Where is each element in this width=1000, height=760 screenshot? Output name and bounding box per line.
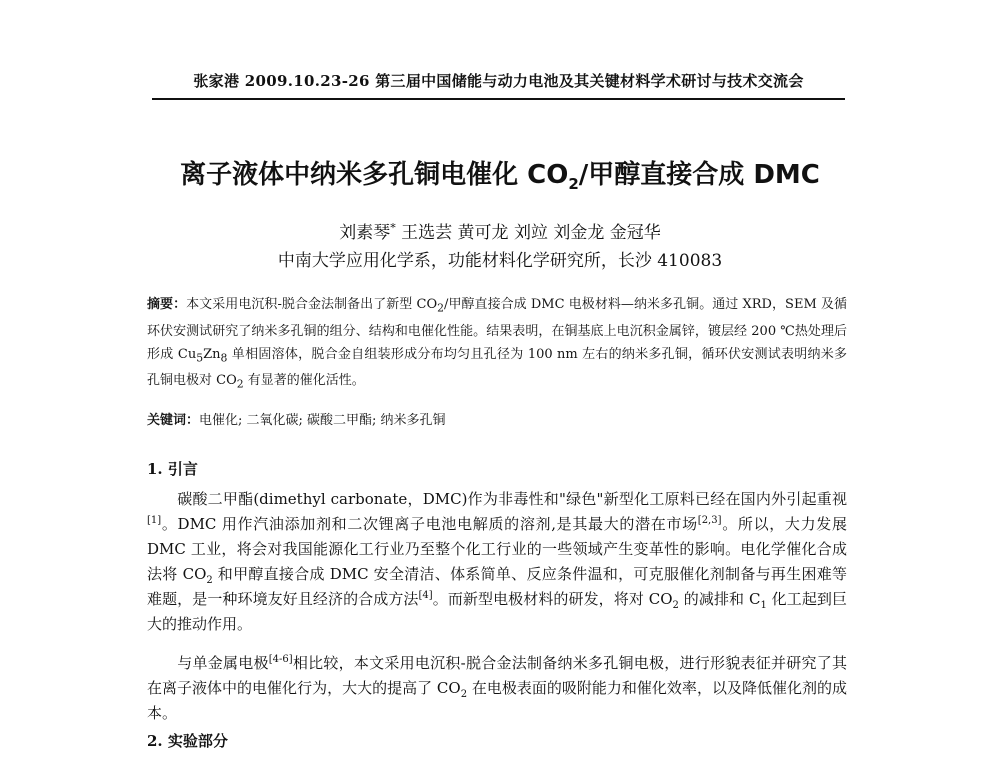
paragraph-text: 与单金属电极 <box>177 654 269 672</box>
abstract-subscript: 8 <box>220 351 228 365</box>
keywords <box>147 411 847 431</box>
paragraph-text: 在电极表面的吸附能力和催化效率，以及降低催化剂的成本。 <box>147 679 847 722</box>
section-heading-experimental: 2. 实验部分 <box>147 732 228 750</box>
citation-ref: [4-6] <box>268 654 293 665</box>
paragraph-text: 。所以，大力发展 DMC 工业，将会对我国能源化工行业乃至整个化工行业的一些领域产生变革性的影响。电化学催化合成法将 CO <box>147 515 847 583</box>
intro-paragraph-1 <box>147 487 847 637</box>
affiliation: 中南大学应用化学系，功能材料化学研究所，长沙 410083 <box>277 251 723 271</box>
title-rest: /甲醇直接合成 DMC <box>578 160 820 190</box>
corresponding-mark: * <box>390 221 396 235</box>
abstract-label: 摘要： <box>147 297 187 312</box>
abstract <box>147 293 847 396</box>
abstract-text: 有显著的催化活性。 <box>243 373 365 389</box>
citation-ref: [1] <box>147 515 162 526</box>
conference-header: 张家港 2009.10.23-26 第三届中国储能与动力电池及其关键材料学术研讨与技术交流会 <box>193 72 804 90</box>
title-subscript: 2 <box>568 175 579 194</box>
paragraph-text: 的减排和 C <box>678 590 761 608</box>
paragraph-subscript: 2 <box>672 600 679 611</box>
paragraph-text: 化工起到巨大的推动作用。 <box>147 590 847 633</box>
paragraph-subscript: 1 <box>760 600 767 611</box>
paragraph-text: 相比较，本文采用电沉积-脱合金法制备纳米多孔铜电极，进行形貌表征并研究了其在离子液体中的电催化行为，大大的提高了 CO <box>147 654 847 697</box>
paragraph-subscript: 2 <box>460 689 468 700</box>
abstract-subscript: 5 <box>196 351 204 365</box>
header-rule <box>152 98 845 100</box>
other-authors: 王选芸 黄可龙 刘竝 刘金龙 金冠华 <box>395 223 661 243</box>
paragraph-text: 。而新型电极材料的研发，将对 CO <box>432 590 673 608</box>
paragraph-text: 碳酸二甲酯(dimethyl carbonate，DMC)作为非毒性和"绿色"新型化工原料已经在国内外引起重视 <box>177 490 847 508</box>
citation-ref: [4] <box>418 590 433 601</box>
abstract-subscript: 2 <box>437 301 445 315</box>
paper-title <box>150 154 850 193</box>
abstract-text: /甲醇直接合成 DMC 电极材料—纳米多孔铜。通过 XRD，SEM 及循环伏安测试研究了纳米多孔铜的组分、结构和电催化性能。结果表明，在铜基底上电沉积金属锌，镀层经 200 ℃热处理后形成 Cu <box>147 297 847 362</box>
abstract-subscript: 2 <box>236 377 244 391</box>
keywords-text: 电催化; 二氧化碳; 碳酸二甲酯; 纳米多孔铜 <box>199 413 446 428</box>
paragraph-text: 。DMC 用作汽油添加剂和二次锂离子电池电解质的溶剂,是其最大的潜在市场 <box>161 515 698 533</box>
paragraph-text: 和甲醇直接合成 DMC 安全清洁、体系简单、反应条件温和，可克服催化剂制备与再生困难等难题，是一种环境友好且经济的合成方法 <box>147 565 847 608</box>
first-author: 刘素琴 <box>339 223 391 243</box>
keywords-label: 关键词： <box>147 413 200 428</box>
citation-ref: [2,3] <box>697 515 722 526</box>
abstract-text: 本文采用电沉积-脱合金法制备出了新型 CO <box>186 297 438 312</box>
section-heading-introduction: 1. 引言 <box>147 460 198 478</box>
abstract-text: Zn <box>203 346 221 362</box>
title-main: 离子液体中纳米多孔铜电催化 CO <box>180 160 569 190</box>
paragraph-subscript: 2 <box>206 575 213 586</box>
intro-paragraph-2 <box>147 651 847 726</box>
author-list <box>150 218 850 243</box>
abstract-text: 单相固溶体，脱合金自组装形成分布均匀且孔径为 100 nm 左右的纳米多孔铜，循环伏安测试表明纳米多孔铜电极对 CO <box>147 346 848 389</box>
